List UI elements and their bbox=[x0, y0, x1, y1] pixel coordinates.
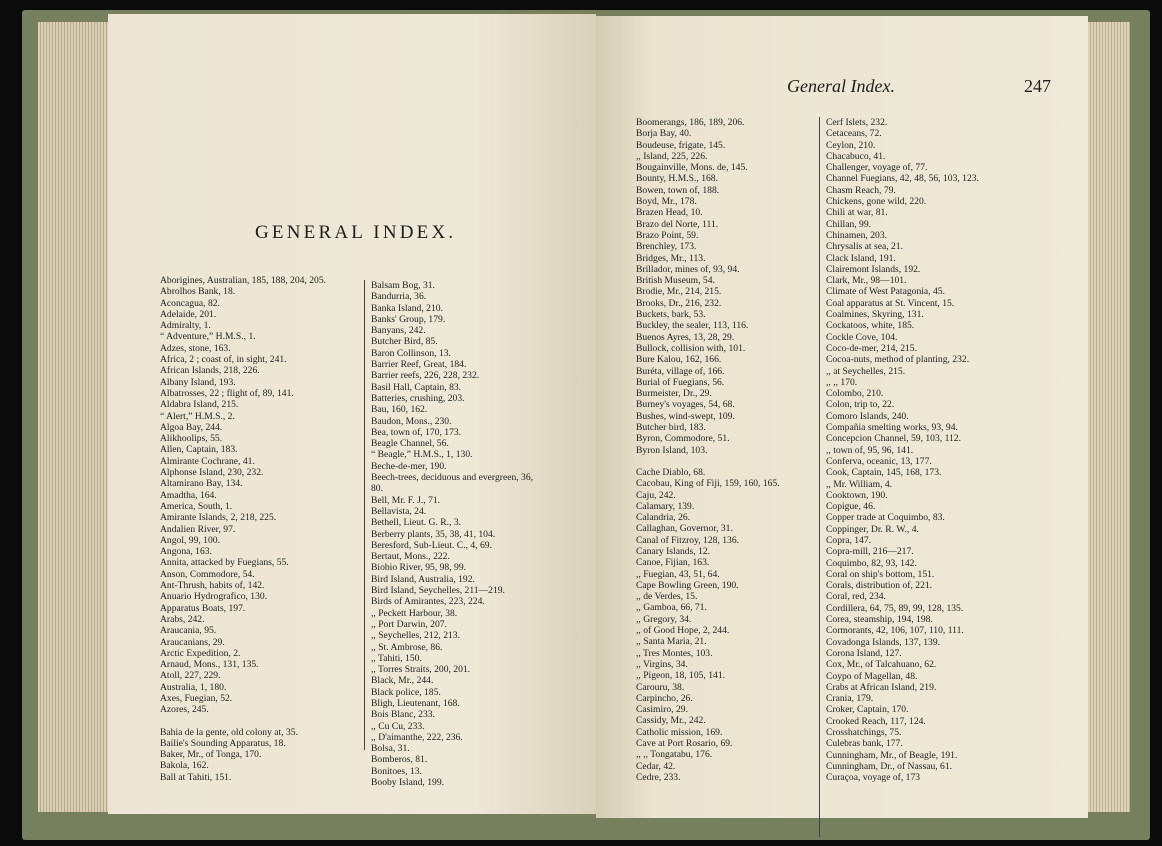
index-entry: ,, D'aimanthe, 222, 236. bbox=[371, 731, 463, 743]
index-entry: Altamirano Bay, 134. bbox=[160, 478, 243, 490]
index-entry: ,, Port Darwin, 207. bbox=[371, 618, 447, 630]
index-entry: ,, Tahiti, 150. bbox=[371, 652, 422, 664]
index-entry: Conferva, oceanic, 13, 177. bbox=[826, 455, 932, 467]
index-entry: Brenchley, 173. bbox=[636, 241, 697, 253]
index-entry: Coral on ship's bottom, 151. bbox=[826, 568, 935, 580]
index-entry: Bethell, Lieut. G. R., 3. bbox=[371, 517, 462, 529]
index-entry: Burney's voyages, 54, 68. bbox=[636, 399, 735, 411]
index-entry: Bligh, Lieutenant, 168. bbox=[371, 697, 460, 709]
index-entry: Alikhoolips, 55. bbox=[160, 433, 223, 445]
running-head: General Index. bbox=[787, 76, 895, 96]
index-entry: Banka Island, 210. bbox=[371, 302, 443, 314]
index-entry: Azores, 245. bbox=[160, 704, 209, 716]
index-entry: Cave at Port Rosario, 69. bbox=[636, 738, 733, 750]
index-entry: Ball at Tahiti, 151. bbox=[160, 771, 232, 783]
index-entry: Adzes, stone, 163. bbox=[160, 342, 231, 354]
index-entry: Black police, 185. bbox=[371, 686, 441, 698]
index-entry: Brooks, Dr., 216, 232. bbox=[636, 297, 722, 309]
index-entry: Aconcagua, 82. bbox=[160, 297, 220, 309]
index-entry: ,, Santa Maria, 21. bbox=[636, 636, 707, 648]
index-entry: Crooked Reach, 117, 124. bbox=[826, 715, 926, 727]
index-entry: Baudon, Mons., 230. bbox=[371, 415, 452, 427]
index-entry: Annita, attacked by Fuegians, 55. bbox=[160, 557, 289, 569]
index-entry: Buckley, the sealer, 113, 116. bbox=[636, 320, 749, 332]
index-entry: Cacobau, King of Fiji, 159, 160, 165. bbox=[636, 478, 780, 490]
index-entry: Aborigines, Australian, 185, 188, 204, 205. bbox=[160, 275, 327, 286]
index-entry: Copigue, 46. bbox=[826, 501, 876, 513]
index-entry: “ Alert,” H.M.S., 2. bbox=[160, 410, 235, 422]
index-entry: Butcher Bird, 85. bbox=[371, 336, 438, 348]
index-entry: Africa, 2 ; coast of, in sight, 241. bbox=[160, 354, 287, 366]
index-entry: Clack Island, 191. bbox=[826, 252, 896, 264]
index-entry: Cunningham, Mr., of Beagle, 191. bbox=[826, 749, 958, 761]
index-entry: Chinamen, 203. bbox=[826, 229, 888, 241]
index-entry: Corals, distribution of, 221. bbox=[826, 580, 933, 592]
index-entry: ,, at Seychelles, 215. bbox=[826, 365, 906, 377]
index-entry: Coquimbo, 82, 93, 142. bbox=[826, 557, 917, 569]
index-entry: Cockle Cove, 104. bbox=[826, 331, 898, 343]
index-entry: Bandurria, 36. bbox=[371, 291, 427, 303]
index-entry: Copra, 147. bbox=[826, 534, 872, 546]
index-entry: Cassidy, Mr., 242. bbox=[636, 715, 706, 727]
index-entry: Coral, red, 234. bbox=[826, 591, 886, 603]
section-gap bbox=[636, 456, 780, 467]
index-entry: Arnaud, Mons., 131, 135. bbox=[160, 659, 259, 671]
index-entry: Bau, 160, 162. bbox=[371, 404, 428, 416]
index-entry: Burial of Fuegians, 56. bbox=[636, 376, 725, 388]
index-entry: Albany Island, 193. bbox=[160, 376, 236, 388]
index-entry: Apparatus Boats, 197. bbox=[160, 602, 246, 614]
index-entry: Booby Island, 199. bbox=[371, 777, 445, 789]
index-entry: Algoa Bay, 244. bbox=[160, 421, 223, 433]
index-entry: Anuario Hydrografico, 130. bbox=[160, 591, 268, 603]
index-entry: ,, Virgins, 34. bbox=[636, 658, 688, 670]
index-entry: Burmeister, Dr., 29. bbox=[636, 388, 712, 400]
index-column-3 bbox=[636, 117, 780, 783]
index-entry: Culebras bank, 177. bbox=[826, 738, 903, 750]
index-entry: Carouru, 38. bbox=[636, 681, 685, 693]
index-entry: ,, Mr. William, 4. bbox=[826, 478, 893, 490]
index-entry: ,, of Good Hope, 2, 244. bbox=[636, 625, 730, 637]
index-entry: Cetaceans, 72. bbox=[826, 128, 882, 140]
index-entry: Bailie's Sounding Apparatus, 18. bbox=[160, 737, 286, 749]
index-entry: Catholic mission, 169. bbox=[636, 726, 723, 738]
index-entry: Climate of West Patagonia, 45. bbox=[826, 286, 945, 298]
index-entry: “ Adventure,” H.M.S., 1. bbox=[160, 331, 256, 343]
index-entry: Brazo del Norte, 111. bbox=[636, 218, 719, 230]
index-entry: Canary Islands, 12. bbox=[636, 545, 711, 557]
index-entry: Crabs at African Island, 219. bbox=[826, 681, 937, 693]
index-entry: Araucania, 95. bbox=[160, 625, 217, 637]
index-entry: Coco-de-mer, 214, 215. bbox=[826, 342, 917, 354]
index-entry: Bounty, H.M.S., 168. bbox=[636, 173, 719, 185]
index-entry: Andalien River, 97. bbox=[160, 523, 236, 535]
index-entry: ,, Gregory, 34. bbox=[636, 613, 692, 625]
index-entry: Arctic Expedition, 2. bbox=[160, 647, 241, 659]
index-entry: Brazo Point, 59. bbox=[636, 229, 699, 241]
index-entry: Brodie, Mr., 214, 215. bbox=[636, 286, 722, 298]
index-entry: Abrolhos Bank, 18. bbox=[160, 286, 236, 298]
index-entry: ,, ,, 170. bbox=[826, 376, 858, 388]
index-entry: ,, Island, 225, 226. bbox=[636, 150, 708, 162]
index-entry: Allen, Captain, 183. bbox=[160, 444, 238, 456]
index-entry: Chili at war, 81. bbox=[826, 207, 888, 219]
index-entry: Admiralty, 1. bbox=[160, 320, 211, 332]
index-entry: Bullock, collision with, 101. bbox=[636, 342, 746, 354]
index-entry: Byron, Commodore, 51. bbox=[636, 433, 730, 445]
index-entry: ,, Torres Straits, 200, 201. bbox=[371, 664, 471, 676]
index-entry: Aldabra Island, 215. bbox=[160, 399, 239, 411]
index-entry: Cormorants, 42, 106, 107, 110, 111. bbox=[826, 625, 964, 637]
index-entry: Banks' Group, 179. bbox=[371, 313, 446, 325]
index-entry: Ceylon, 210. bbox=[826, 139, 876, 151]
index-entry: Boudeuse, frigate, 145. bbox=[636, 139, 726, 151]
index-entry: Barrier Reef, Great, 184. bbox=[371, 359, 467, 371]
index-entry: Banyans, 242. bbox=[371, 325, 426, 337]
index-entry: Bushes, wind-swept, 109. bbox=[636, 410, 735, 422]
index-entry: Casimiro, 29. bbox=[636, 704, 688, 716]
index-entry: Bahia de la gente, old colony at, 35. bbox=[160, 726, 299, 738]
index-entry: Araucanians, 29. bbox=[160, 636, 225, 648]
index-entry: Cedre, 233. bbox=[636, 771, 681, 783]
index-entry: Bellavista, 24. bbox=[371, 505, 427, 517]
index-entry: Ant-Thrush, habits of, 142. bbox=[160, 580, 265, 592]
index-entry: Bonitoes, 13. bbox=[371, 765, 422, 777]
index-entry: Challenger, voyage of, 77. bbox=[826, 162, 928, 174]
index-entry: Coppinger, Dr. R. W., 4. bbox=[826, 523, 919, 535]
index-entry: Bois Blanc, 233. bbox=[371, 709, 435, 721]
index-entry: Australia, 1, 180. bbox=[160, 681, 227, 693]
index-title: GENERAL INDEX. bbox=[255, 222, 457, 243]
index-entry: Coalmines, Skyring, 131. bbox=[826, 309, 924, 321]
index-entry: Cape Bowling Green, 190. bbox=[636, 579, 739, 591]
index-entry: Colombo, 210. bbox=[826, 388, 884, 400]
index-entry: Cunningham, Dr., of Nassau, 61. bbox=[826, 760, 953, 772]
index-entry: Bird Island, Seychelles, 211—219. bbox=[371, 585, 505, 597]
index-entry: Bertaut, Mons., 222. bbox=[371, 551, 450, 563]
index-entry: Cache Diablo, 68. bbox=[636, 466, 706, 478]
index-entry: ,, Cu Cu, 233. bbox=[371, 720, 425, 732]
index-entry: Boyd, Mr., 178. bbox=[636, 196, 697, 208]
section-gap bbox=[160, 716, 326, 727]
index-entry: Baker, Mr., of Tonga, 170. bbox=[160, 749, 262, 761]
index-entry: Baron Collinson, 13. bbox=[371, 347, 451, 359]
index-entry: Balsam Bog, 31. bbox=[371, 280, 435, 291]
index-entry: Chrysalis at sea, 21. bbox=[826, 241, 904, 253]
index-entry: Barrier reefs, 226, 228, 232. bbox=[371, 370, 480, 382]
index-entry: Anson, Commodore, 54. bbox=[160, 568, 255, 580]
index-entry: Albatrosses, 22 ; flight of, 89, 141. bbox=[160, 387, 294, 399]
index-entry: Cockatoos, white, 185. bbox=[826, 320, 915, 332]
index-entry: Coal apparatus at St. Vincent, 15. bbox=[826, 297, 955, 309]
index-entry: Cordillera, 64, 75, 89, 99, 128, 135. bbox=[826, 602, 964, 614]
index-entry: “ Beagle,” H.M.S., 1, 130. bbox=[371, 449, 473, 461]
index-entry: Biobio River, 95, 98, 99. bbox=[371, 562, 467, 574]
index-entry: Crosshatchings, 75. bbox=[826, 727, 902, 739]
index-entry: Cox, Mr., of Talcahuano, 62. bbox=[826, 659, 937, 671]
index-entry: Bakola, 162. bbox=[160, 760, 209, 772]
index-entry: ,, Pigeon, 18, 105, 141. bbox=[636, 670, 726, 682]
index-entry: ,, Peckett Harbour, 38. bbox=[371, 607, 458, 619]
index-entry: 80. bbox=[371, 483, 383, 495]
index-entry: Boomerangs, 186, 189, 206. bbox=[636, 117, 745, 128]
index-entry: Beche-de-mer, 190. bbox=[371, 460, 447, 472]
index-entry: Chillan, 99. bbox=[826, 218, 872, 230]
index-entry: Bougainville, Mons. de, 145. bbox=[636, 162, 748, 174]
index-column-2 bbox=[364, 280, 534, 789]
index-entry: Bure Kalou, 162, 166. bbox=[636, 354, 722, 366]
index-entry: Clairemont Islands, 192. bbox=[826, 263, 921, 275]
index-entry: Axes, Fuegian, 52. bbox=[160, 692, 233, 704]
index-entry: Beagle Channel, 56. bbox=[371, 438, 449, 450]
index-entry: Corona Island, 127. bbox=[826, 647, 902, 659]
index-entry: Bowen, town of, 188. bbox=[636, 184, 720, 196]
index-entry: Canal of Fitzroy, 128, 136. bbox=[636, 534, 740, 546]
index-entry: ,, Tres Montes, 103. bbox=[636, 647, 713, 659]
index-entry: ,, St. Ambrose, 86. bbox=[371, 641, 443, 653]
index-column-1 bbox=[160, 275, 326, 783]
index-entry: Beresford, Sub-Lieut. C., 4, 69. bbox=[371, 539, 492, 551]
index-entry: Buenos Ayres, 13, 28, 29. bbox=[636, 331, 735, 343]
index-entry: Comoro Islands, 240. bbox=[826, 410, 909, 422]
index-entry: Caju, 242. bbox=[636, 489, 676, 501]
index-entry: Bolsa, 31. bbox=[371, 743, 410, 755]
index-entry: Buréta, village of, 166. bbox=[636, 365, 725, 377]
index-entry: Corea, steamship, 194, 198. bbox=[826, 614, 933, 626]
index-entry: Bird Island, Australia, 192. bbox=[371, 573, 475, 585]
index-entry: Alphonse Island, 230, 232. bbox=[160, 467, 264, 479]
index-entry: Atoll, 227, 229. bbox=[160, 670, 221, 682]
index-entry: Clark, Mr., 98—101. bbox=[826, 275, 907, 287]
index-entry: Berberry plants, 35, 38, 41, 104. bbox=[371, 528, 496, 540]
index-entry: ,, Gamboa, 66, 71. bbox=[636, 602, 707, 614]
index-entry: Brillador, mines of, 93, 94. bbox=[636, 263, 740, 275]
index-entry: Cooktown, 190. bbox=[826, 489, 888, 501]
index-entry: ,, town of, 95, 96, 141. bbox=[826, 444, 914, 456]
index-entry: Buckets, bark, 53. bbox=[636, 309, 706, 321]
index-column-4 bbox=[819, 117, 979, 837]
index-entry: Bridges, Mr., 113. bbox=[636, 252, 706, 264]
index-entry: Amadtha, 164. bbox=[160, 489, 217, 501]
index-entry: Calamary, 139. bbox=[636, 500, 695, 512]
index-entry: Batteries, crushing, 203. bbox=[371, 392, 465, 404]
index-entry: Cook, Captain, 145, 168, 173. bbox=[826, 467, 942, 479]
index-entry: Covadonga Islands, 137, 139. bbox=[826, 636, 941, 648]
index-entry: Compañia smelting works, 93, 94. bbox=[826, 422, 958, 434]
index-entry: Bell, Mr. F. J., 71. bbox=[371, 494, 441, 506]
index-entry: Chickens, gone wild, 220. bbox=[826, 196, 927, 208]
index-entry: Copra-mill, 216—217. bbox=[826, 546, 914, 558]
index-entry: Colon, trip to, 22. bbox=[826, 399, 895, 411]
index-entry: Cerf Islets, 232. bbox=[826, 117, 888, 128]
index-entry: Channel Fuegians, 42, 48, 56, 103, 123. bbox=[826, 173, 979, 185]
index-entry: Adelaide, 201. bbox=[160, 308, 217, 320]
index-entry: Borja Bay, 40. bbox=[636, 128, 692, 140]
index-entry: African Islands, 218, 226. bbox=[160, 365, 260, 377]
index-entry: Almirante Cochrane, 41. bbox=[160, 455, 255, 467]
index-entry: British Museum, 54. bbox=[636, 275, 715, 287]
index-entry: Angol, 99, 100. bbox=[160, 534, 220, 546]
index-entry: ,, de Verdes, 15. bbox=[636, 591, 698, 603]
index-entry: Crania, 179. bbox=[826, 693, 874, 705]
index-entry: Chacabuco, 41. bbox=[826, 150, 886, 162]
index-entry: Calandria, 26. bbox=[636, 512, 691, 524]
index-entry: Basil Hall, Captain, 83. bbox=[371, 381, 462, 393]
index-entry: America, South, 1. bbox=[160, 500, 233, 512]
index-entry: ,, ,, Tongatabu, 176. bbox=[636, 749, 713, 761]
index-entry: Arabs, 242. bbox=[160, 613, 205, 625]
index-entry: ,, Fuegian, 43, 51, 64. bbox=[636, 568, 720, 580]
index-entry: Amirante Islands, 2, 218, 225. bbox=[160, 512, 277, 524]
index-entry: Canoe, Fijian, 163. bbox=[636, 557, 710, 569]
index-entry: Callaghan, Governor, 31. bbox=[636, 523, 733, 535]
index-entry: Brazen Head, 10. bbox=[636, 207, 703, 219]
page-edges-right bbox=[1088, 22, 1130, 812]
index-entry: Birds of Amirantes, 223, 224. bbox=[371, 596, 485, 608]
index-entry: Carpincho, 26. bbox=[636, 692, 693, 704]
index-entry: Chasm Reach, 79. bbox=[826, 184, 896, 196]
index-entry: Byron Island, 103. bbox=[636, 444, 708, 456]
index-entry: Croker, Captain, 170. bbox=[826, 704, 909, 716]
index-entry: Curaçoa, voyage of, 173 bbox=[826, 772, 921, 784]
index-entry: Butcher bird, 183. bbox=[636, 422, 706, 434]
page-number: 247 bbox=[1024, 76, 1051, 96]
index-entry: Black, Mr., 244. bbox=[371, 675, 434, 687]
index-entry: Bea, town of, 170, 173. bbox=[371, 426, 462, 438]
index-entry: Angona, 163. bbox=[160, 546, 212, 558]
index-entry: Coypo of Magellan, 48. bbox=[826, 670, 918, 682]
index-entry: Concepcion Channel, 59, 103, 112. bbox=[826, 433, 962, 445]
page-edges-left bbox=[38, 22, 108, 812]
index-entry: Copper trade at Coquimbo, 83. bbox=[826, 512, 945, 524]
index-entry: Beech-trees, deciduous and evergreen, 36, bbox=[371, 472, 534, 484]
index-entry: Bomberos, 81. bbox=[371, 754, 428, 766]
index-entry: ,, Seychelles, 212, 213. bbox=[371, 630, 460, 642]
index-entry: Cedar, 42. bbox=[636, 760, 676, 772]
index-entry: Cocoa-nuts, method of planting, 232. bbox=[826, 354, 970, 366]
